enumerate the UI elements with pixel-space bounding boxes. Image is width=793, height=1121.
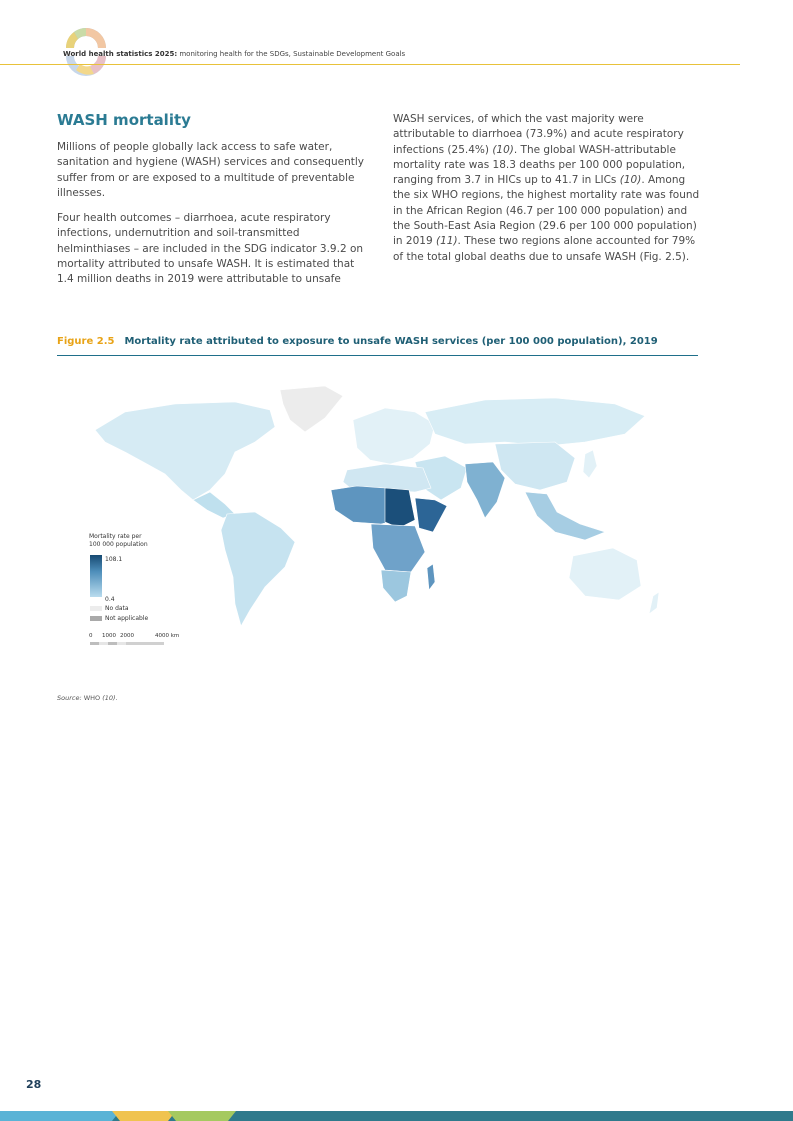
scale-segment: [108, 642, 117, 645]
page-number: 28: [26, 1078, 42, 1091]
map-japan: [583, 450, 597, 478]
scale-segment: [99, 642, 108, 645]
map-madagascar: [427, 564, 435, 590]
scale-tick-4000: 4000 km: [155, 633, 180, 639]
map-southeast-asia: [525, 492, 605, 540]
map-new-zealand: [649, 592, 659, 614]
map-south-america: [221, 512, 295, 626]
scale-tick-2000: 2000: [120, 633, 134, 639]
legend-not-applicable-label: Not applicable: [105, 615, 149, 622]
map-east-africa: [371, 524, 425, 572]
legend-max-label: 108.1: [105, 556, 123, 563]
figure-number: Figure 2.5: [57, 336, 115, 347]
map-north-america: [95, 402, 275, 500]
map-legend: [89, 533, 149, 622]
header-rule: [0, 64, 740, 65]
left-column: [57, 110, 365, 298]
reference-link[interactable]: (11): [435, 235, 458, 248]
figure-source: Source: WHO (10).: [57, 694, 118, 702]
legend-no-data-label: No data: [105, 605, 129, 612]
map-southern-africa: [381, 570, 411, 602]
legend-title-line-2: 100 000 population: [89, 541, 148, 548]
map-south-asia: [465, 462, 505, 518]
map-scale-bar: [89, 633, 189, 647]
right-column: [393, 112, 703, 275]
footer-color-band: [0, 1111, 793, 1121]
paragraph-1: Millions of people globally lack access to safe water, sanitation and hygiene (WASH) services and consequently suffer from or are exposed to a multitude of preventable illnesses.: [57, 141, 364, 199]
legend-color-ramp: [90, 555, 102, 597]
map-greenland: [280, 386, 343, 432]
legend-not-applicable-swatch: [90, 616, 102, 621]
paragraph-2: Four health outcomes – diarrhoea, acute respiratory infections, undernutrition and soil-transmitted helminthiases – are included in the SDG indicator 3.9.2 on mortality attributed to unsafe WASH. It is estimated that 1.4 million deaths in 2019 were attributable to unsafe: [57, 212, 364, 286]
map-horn-of-africa: [415, 498, 447, 532]
figure-rule: [57, 355, 698, 356]
paragraph-3: WASH services, of which the vast majority were attributable to diarrhoea (73.9%) and acute respiratory infections (25.4%) (10). The global WASH-attributable mortality rate was 18.3 deaths per 100 000 population, ranging from 3.7 in HICs up to 41.7 in LICs (10). Among the six WHO regions, the highest mortality rate was found in the African Region (46.7 per 100 000 population) and the South-East Asia Region (29.6 per 100 000 population) in 2019 (11). These two regions alone accounted for 79% of the total global deaths due to unsafe WASH (Fig. 2.5).: [393, 113, 700, 263]
reference-link[interactable]: (10): [492, 143, 514, 156]
map-australia: [569, 548, 641, 600]
section-title: WASH mortality: [57, 111, 191, 129]
running-header: World health statistics 2025: monitoring health for the SDGs, Sustainable Development Goals: [63, 50, 406, 58]
scale-segment: [90, 642, 99, 645]
legend-min-label: 0.4: [105, 596, 115, 603]
figure-title: Mortality rate attributed to exposure to unsafe WASH services (per 100 000 population), 2019: [124, 336, 658, 347]
scale-segment: [126, 642, 164, 645]
scale-tick-1000: 1000: [102, 633, 116, 639]
reference-link[interactable]: (10): [102, 694, 116, 702]
world-choropleth-map: [85, 382, 685, 632]
scale-tick-0: 0: [89, 633, 93, 639]
legend-title-line-1: Mortality rate per: [89, 533, 142, 540]
figure-caption: [57, 336, 697, 347]
legend-no-data-swatch: [90, 606, 102, 611]
who-report-logo: [64, 20, 108, 78]
scale-segment: [117, 642, 126, 645]
map-europe: [353, 408, 435, 464]
reference-link[interactable]: (10): [619, 174, 642, 187]
map-central-africa-high: [385, 488, 415, 528]
map-east-asia: [495, 442, 575, 490]
map-north-asia: [425, 398, 645, 446]
